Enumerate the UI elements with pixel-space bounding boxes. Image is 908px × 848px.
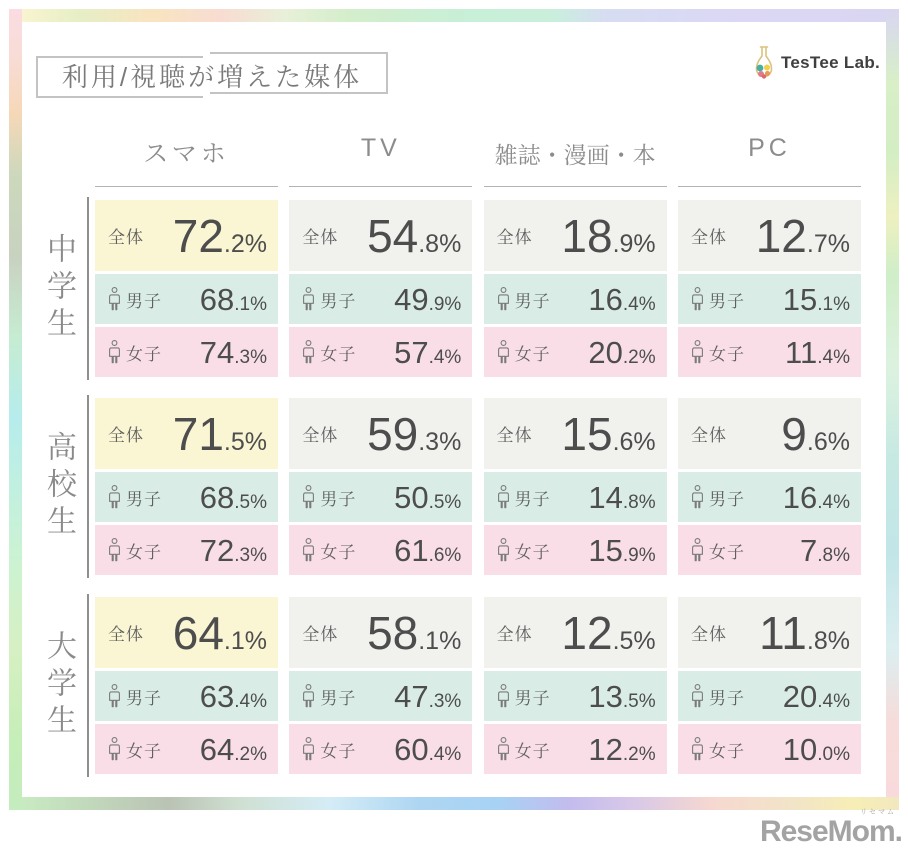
group-divider-line	[87, 594, 89, 777]
overall-row	[289, 398, 472, 469]
column-header-smartphone: スマホ	[95, 130, 278, 187]
female-value: 15 .9 %	[588, 532, 656, 568]
overall-row	[289, 597, 472, 668]
overall-row	[289, 200, 472, 271]
male-label: 男子	[514, 688, 551, 708]
row-group-label-wrap	[30, 398, 86, 575]
female-value: 61 .6 %	[394, 532, 462, 568]
male-row	[484, 274, 667, 324]
row-group	[30, 398, 861, 575]
overall-row	[484, 597, 667, 668]
row-group-cells	[95, 200, 861, 377]
overall-value: 58 .1 %	[367, 606, 462, 659]
overall-value: 59 .3 %	[367, 407, 462, 460]
male-label: 男子	[320, 489, 357, 509]
person-icon	[302, 538, 315, 562]
stat-cell	[484, 200, 667, 377]
female-row	[289, 724, 472, 774]
female-value: 20 .2 %	[588, 334, 656, 370]
male-value: 13 .5 %	[588, 678, 656, 714]
male-row	[95, 472, 278, 522]
female-row	[678, 327, 861, 377]
person-icon	[497, 684, 510, 708]
person-icon	[108, 684, 121, 708]
female-value: 10 .0 %	[782, 731, 850, 767]
person-icon	[108, 287, 121, 311]
stat-cell	[95, 597, 278, 774]
female-label: 女子	[126, 344, 162, 364]
person-icon	[497, 340, 510, 364]
overall-label: 全体	[108, 228, 144, 247]
stat-cell	[289, 398, 472, 575]
overall-value: 18 .9 %	[561, 209, 656, 262]
male-row	[95, 671, 278, 721]
overall-row	[484, 200, 667, 271]
overall-value: 11 .8 %	[759, 606, 850, 659]
female-label: 女子	[708, 344, 745, 364]
male-label: 男子	[708, 489, 745, 509]
stat-cell	[95, 200, 278, 377]
female-value: 74 .3 %	[199, 334, 267, 370]
male-row	[484, 671, 667, 721]
overall-label: 全体	[690, 625, 727, 644]
page-title: 利用/視聴が増えた媒体	[61, 61, 363, 92]
person-icon	[691, 737, 704, 761]
person-icon	[108, 485, 121, 509]
male-label: 男子	[320, 291, 357, 311]
frame-border-left	[9, 9, 22, 810]
female-label: 女子	[514, 344, 551, 364]
male-label: 男子	[708, 688, 745, 708]
person-icon	[497, 538, 510, 562]
stat-cell	[484, 597, 667, 774]
overall-row	[678, 597, 861, 668]
male-value: 68 .1 %	[199, 281, 267, 317]
female-row	[484, 525, 667, 575]
female-label: 女子	[320, 741, 357, 761]
overall-label: 全体	[302, 426, 339, 445]
overall-value: 54 .8 %	[367, 209, 462, 262]
overall-value: 12 .7 %	[755, 209, 850, 262]
row-group-label-wrap	[30, 200, 86, 377]
person-icon	[108, 340, 121, 364]
overall-row	[95, 200, 278, 271]
column-headers	[95, 130, 861, 187]
female-row	[95, 327, 278, 377]
female-label: 女子	[320, 344, 357, 364]
column-header-tv: TV	[289, 130, 472, 187]
female-value: 57 .4 %	[394, 334, 462, 370]
female-label: 女子	[708, 542, 745, 562]
title-box	[36, 52, 388, 98]
stat-cell	[678, 200, 861, 377]
male-label: 男子	[708, 291, 745, 311]
column-header-pc: PC	[678, 130, 861, 187]
person-icon	[691, 287, 704, 311]
male-label: 男子	[126, 489, 162, 509]
stat-cell	[289, 200, 472, 377]
male-row	[678, 274, 861, 324]
male-value: 63 .4 %	[199, 678, 267, 714]
watermark-ruby: リセマム	[860, 809, 896, 816]
male-label: 男子	[126, 688, 162, 708]
overall-label: 全体	[690, 228, 727, 247]
overall-label: 全体	[496, 228, 533, 247]
male-row	[289, 274, 472, 324]
flask-icon	[753, 45, 775, 81]
person-icon	[302, 340, 315, 364]
person-icon	[302, 485, 315, 509]
row-group-label: 中学生	[42, 233, 75, 344]
male-value: 50 .5 %	[394, 479, 462, 515]
frame-border-top	[9, 9, 899, 22]
male-value: 16 .4 %	[782, 479, 850, 515]
person-icon	[302, 684, 315, 708]
frame-border-right	[886, 9, 899, 810]
stat-cell	[678, 398, 861, 575]
stat-cell	[289, 597, 472, 774]
stat-cell	[95, 398, 278, 575]
watermark-text: ReseMom.	[759, 815, 902, 848]
overall-label: 全体	[302, 625, 339, 644]
person-icon	[497, 287, 510, 311]
overall-value: 72 .2 %	[172, 209, 267, 262]
female-row	[484, 327, 667, 377]
person-icon	[108, 737, 121, 761]
resemom-watermark	[760, 807, 902, 847]
person-icon	[691, 684, 704, 708]
female-row	[289, 327, 472, 377]
overall-value: 64 .1 %	[172, 606, 267, 659]
person-icon	[691, 485, 704, 509]
male-value: 15 .1 %	[782, 281, 850, 317]
female-row	[678, 724, 861, 774]
overall-label: 全体	[108, 625, 144, 644]
group-divider-line	[87, 395, 89, 578]
female-row	[289, 525, 472, 575]
row-group	[30, 200, 861, 377]
row-group-label: 大学生	[42, 630, 75, 741]
group-divider-line	[87, 197, 89, 380]
column-header-magazines: 雑誌・漫画・本	[484, 130, 667, 187]
overall-row	[95, 597, 278, 668]
overall-value: 9 .6 %	[781, 407, 850, 460]
female-value: 72 .3 %	[199, 532, 267, 568]
male-value: 68 .5 %	[199, 479, 267, 515]
overall-value: 15 .6 %	[561, 407, 656, 460]
male-row	[95, 274, 278, 324]
male-value: 20 .4 %	[782, 678, 850, 714]
male-value: 49 .9 %	[394, 281, 462, 317]
male-label: 男子	[514, 489, 551, 509]
overall-value: 71 .5 %	[172, 407, 267, 460]
row-group-cells	[95, 398, 861, 575]
female-label: 女子	[126, 542, 162, 562]
male-row	[678, 671, 861, 721]
person-icon	[497, 485, 510, 509]
person-icon	[302, 287, 315, 311]
female-value: 12 .2 %	[588, 731, 656, 767]
overall-row	[678, 398, 861, 469]
row-group-cells	[95, 597, 861, 774]
overall-label: 全体	[496, 426, 533, 445]
female-label: 女子	[514, 741, 551, 761]
row-group-label: 高校生	[42, 431, 75, 542]
male-row	[289, 671, 472, 721]
person-icon	[108, 538, 121, 562]
male-value: 47 .3 %	[394, 678, 462, 714]
person-icon	[691, 538, 704, 562]
male-label: 男子	[320, 688, 357, 708]
female-value: 11 .4 %	[785, 334, 850, 370]
overall-row	[678, 200, 861, 271]
female-label: 女子	[708, 741, 745, 761]
male-value: 14 .8 %	[588, 479, 656, 515]
female-row	[95, 525, 278, 575]
male-row	[678, 472, 861, 522]
overall-value: 12 .5 %	[561, 606, 656, 659]
male-row	[289, 472, 472, 522]
logo-text: TesTee Lab.	[781, 53, 881, 72]
male-row	[484, 472, 667, 522]
female-label: 女子	[320, 542, 357, 562]
stat-cell	[484, 398, 667, 575]
overall-label: 全体	[108, 426, 144, 445]
person-icon	[302, 737, 315, 761]
row-group-label-wrap	[30, 597, 86, 774]
person-icon	[497, 737, 510, 761]
overall-label: 全体	[496, 625, 533, 644]
male-label: 男子	[126, 291, 162, 311]
female-row	[678, 525, 861, 575]
row-group	[30, 597, 861, 774]
person-icon	[691, 340, 704, 364]
female-label: 女子	[126, 741, 162, 761]
testee-lab-logo	[753, 45, 880, 81]
female-value: 60 .4 %	[394, 731, 462, 767]
female-label: 女子	[514, 542, 551, 562]
female-row	[484, 724, 667, 774]
female-value: 7 .8 %	[799, 532, 850, 568]
overall-label: 全体	[690, 426, 727, 445]
male-value: 16 .4 %	[588, 281, 656, 317]
stat-cell	[678, 597, 861, 774]
overall-row	[95, 398, 278, 469]
female-value: 64 .2 %	[199, 731, 267, 767]
male-label: 男子	[514, 291, 551, 311]
overall-label: 全体	[302, 228, 339, 247]
overall-row	[484, 398, 667, 469]
female-row	[95, 724, 278, 774]
